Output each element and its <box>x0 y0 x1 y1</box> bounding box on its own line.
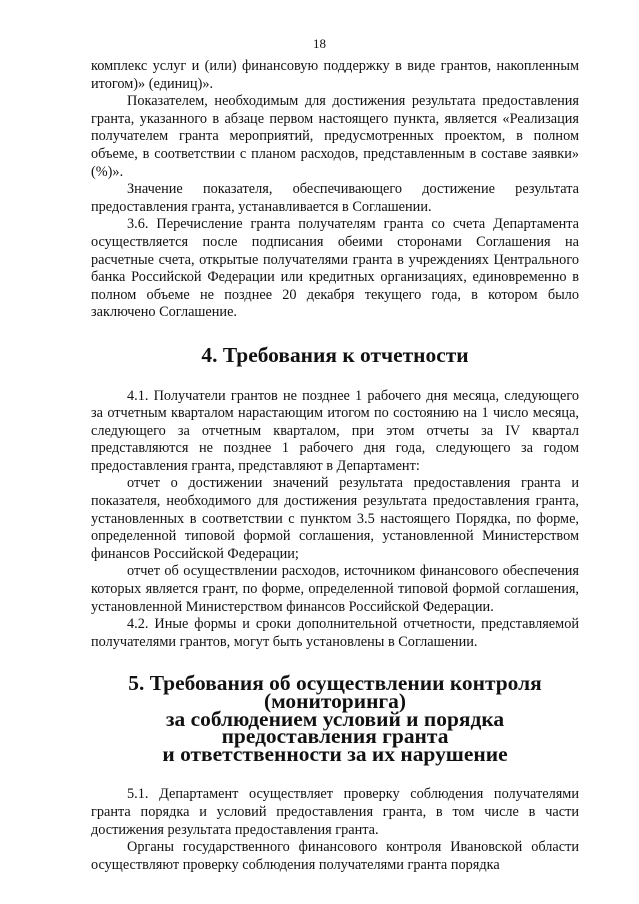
heading-line: за соблюдением условий и порядка предоставления гранта <box>165 706 505 749</box>
page-number: 18 <box>313 36 326 51</box>
heading-line: 5. Требования об осуществлении контроля (мониторинга) <box>128 671 542 713</box>
heading-line: и ответственности за их нарушение <box>162 741 508 766</box>
paragraph: 4.1. Получатели грантов не позднее 1 рабочего дня месяца, следующего за отчетным кварталом нарастающим итогом по состоянию на 1 число месяца, следующего за отчетным кварталом, при этом отчеты за IV квартал представляются не позднее 1 рабочего дня года, следующего за годом предоставления гранта, представляют в Департамент: <box>91 387 579 474</box>
paragraph: 3.6. Перечисление гранта получателям гранта со счета Департамента осуществляется после подписания обеими сторонами Соглашения на расчетные счета, открытые получателями гранта в учреждениях Центрального банка Российской Федерации или кредитных организациях, единовременно в полном объеме не позднее 20 декабря текущего года, в котором было заключено Соглашение. <box>91 216 579 321</box>
paragraph: Показателем, необходимым для достижения результата предоставления гранта, указанного в абзаце первом настоящего пункта, является «Реализация получателем гранта мероприятий, предусмотренных проектом, в полном объеме, в соответствии с планом расходов, представленным в составе заявки» (%)». <box>91 93 579 180</box>
paragraph: Значение показателя, обеспечивающего достижение результата предоставления гранта, устанавливается в Соглашении. <box>91 181 579 215</box>
paragraph: отчет об осуществлении расходов, источником финансового обеспечения которых является грант, по форме, определенной типовой формой соглашения, установленной Министерством финансов Российской Федерации. <box>91 563 579 615</box>
paragraph: 4.2. Иные формы и сроки дополнительной отчетности, представляемой получателями грантов, могут быть установлены в Соглашении. <box>91 616 579 650</box>
paragraph: Органы государственного финансового контроля Ивановской области осуществляют проверку соблюдения получателями гранта порядка <box>91 839 579 873</box>
paragraph: комплекс услуг и (или) финансовую поддержку в виде грантов, накопленным итогом)» (единиц)». <box>91 58 579 92</box>
section-heading-4 <box>91 342 579 367</box>
heading-line: 4. Требования к отчетности <box>201 342 469 367</box>
document-body <box>91 58 579 874</box>
paragraph: отчет о достижении значений результата предоставления гранта и показателя, необходимого для достижения результата предоставления гранта, установленных в соответствии с пунктом 3.5 настоящего Порядка, по форме, определенной типовой формой соглашения, установленной Министерством финансов Российской Федерации; <box>91 475 579 562</box>
paragraph: 5.1. Департамент осуществляет проверку соблюдения получателями гранта порядка и условий предоставления гранта, в том числе в части достижения результата предоставления гранта. <box>91 786 579 838</box>
section-heading-5 <box>91 671 579 766</box>
